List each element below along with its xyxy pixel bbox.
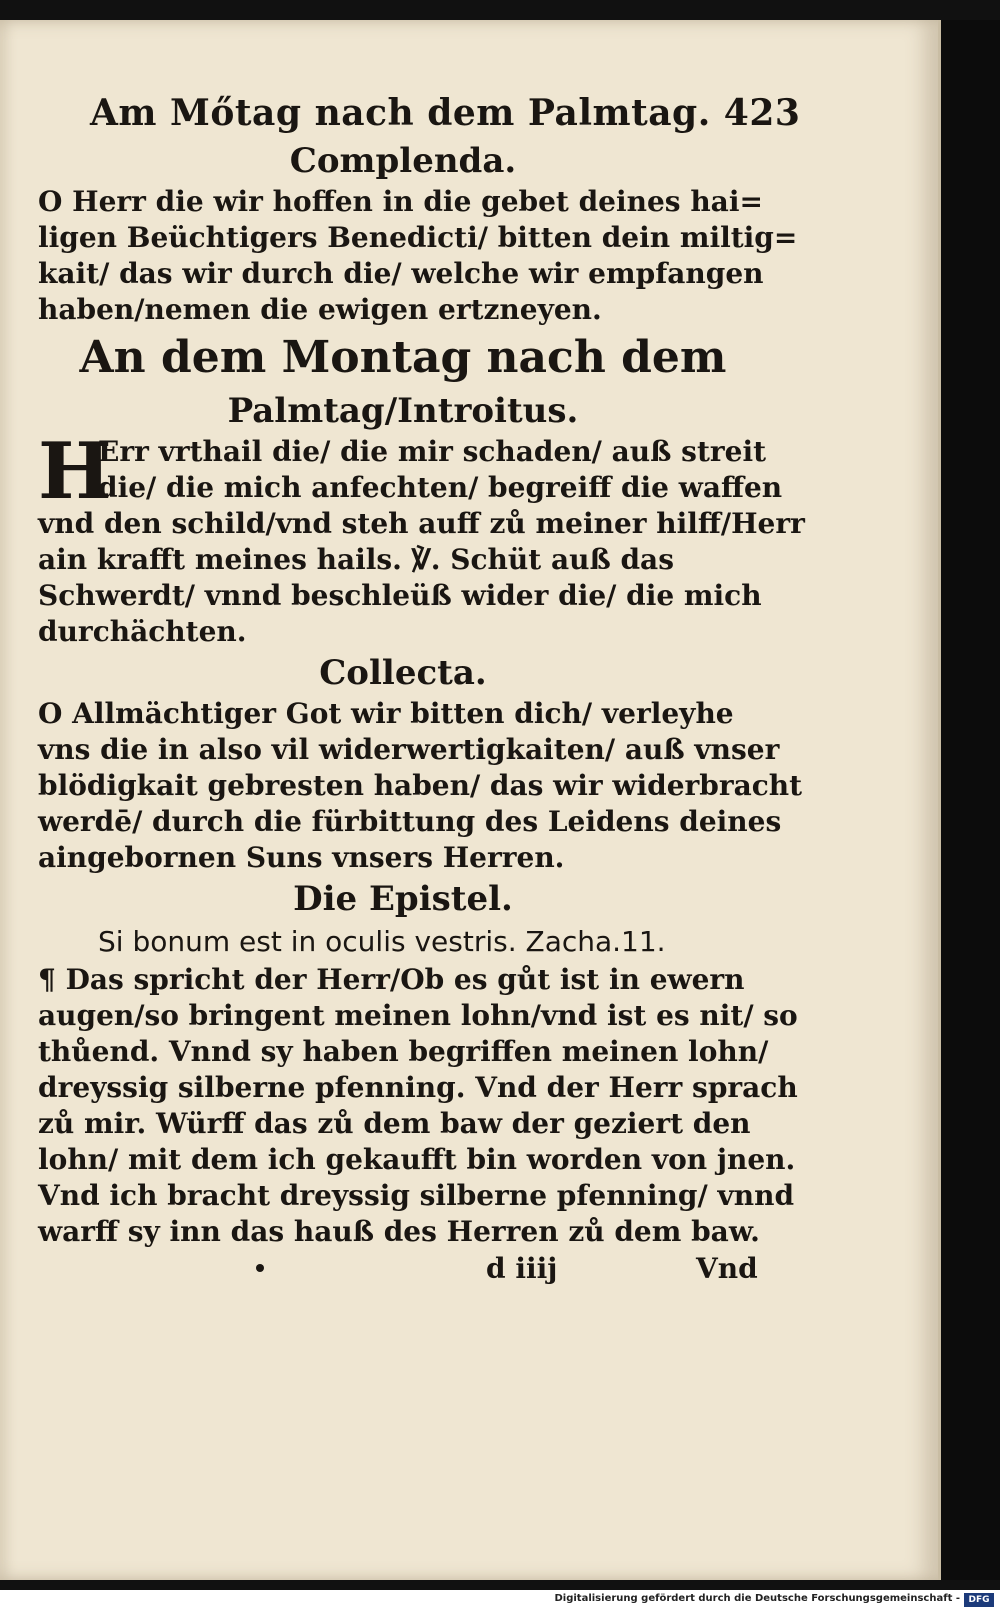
text-line: ain krafft meines hails. ℣. Schüt auß das [38,543,674,576]
heading-montag: An dem Montag nach dem [79,332,727,383]
text-line: O Allmächtiger Got wir bitten dich/ verleyhe [38,697,734,730]
text-line: ¶ Das spricht der Herr/Ob es gůt ist in ewern [38,963,745,996]
heading-introitus: Palmtag/Introitus. [227,391,579,431]
text-line: thůend. Vnnd sy haben begriffen meinen lohn/ [38,1035,769,1068]
text-line: die/ die mich anfechten/ begreiff die waffen [98,471,783,504]
scan-border [941,20,1000,1580]
text-line: blödigkait gebresten haben/ das wir widerbracht [38,769,803,802]
paragraph-introitus [38,426,805,650]
text-line: vnd den schild/vnd steh auff zů meiner hilff/Herr [38,507,805,540]
paragraph-complenda [38,184,798,328]
epistle-citation: Si bonum est in oculis vestris. Zacha.11. [98,925,666,958]
footer-credit: Digitalisierung gefördert durch die Deutsche Forschungsgemeinschaft - [554,1593,960,1604]
text-line: Vnd ich bracht dreyssig silberne pfenning/ vnnd [38,1179,795,1212]
heading-collecta: Collecta. [319,653,487,693]
drop-capital: H [38,426,112,517]
text-line: dreyssig silberne pfenning. Vnd der Herr sprach [38,1071,798,1104]
paragraph-collecta [38,696,803,876]
signature-mark: d iiij [486,1252,558,1285]
text-line: durchächten. [38,615,247,648]
heading-complenda: Complenda. [289,141,517,181]
text-line: O Herr die wir hoffen in die gebet deines hai= [38,185,763,218]
running-head: Am Mőtag nach dem Palmtag. 423 [90,92,801,134]
text-line: augen/so bringent meinen lohn/vnd ist es nit/ so [38,999,798,1032]
text-line: Err vrthail die/ die mir schaden/ auß streit [98,435,767,468]
dfg-logo-icon: DFG [964,1593,994,1607]
ink-dot [256,1264,264,1272]
text-line: vns die in also vil widerwertigkaiten/ auß vnser [38,733,780,766]
catchword: Vnd [696,1252,758,1285]
text-line: ligen Beüchtigers Benedicti/ bitten dein miltig= [38,221,798,254]
text-line: werdē/ durch die fürbittung des Leidens deines [38,805,782,838]
text-line: lohn/ mit dem ich gekaufft bin worden von jnen. [38,1143,796,1176]
page-footer-row [38,1250,768,1290]
paragraph-epistel [38,962,798,1250]
text-line: haben/nemen die ewigen ertzneyen. [38,293,602,326]
heading-epistel: Die Epistel. [293,879,513,919]
text-line: kait/ das wir durch die/ welche wir empfangen [38,257,764,290]
text-line: aingebornen Suns vnsers Herren. [38,841,565,874]
text-line: zů mir. Würff das zů dem baw der geziert den [38,1107,751,1140]
text-line: warff sy inn das hauß des Herren zů dem baw. [38,1215,760,1248]
page-text [38,88,805,1290]
text-line: Schwerdt/ vnnd beschleüß wider die/ die mich [38,579,762,612]
